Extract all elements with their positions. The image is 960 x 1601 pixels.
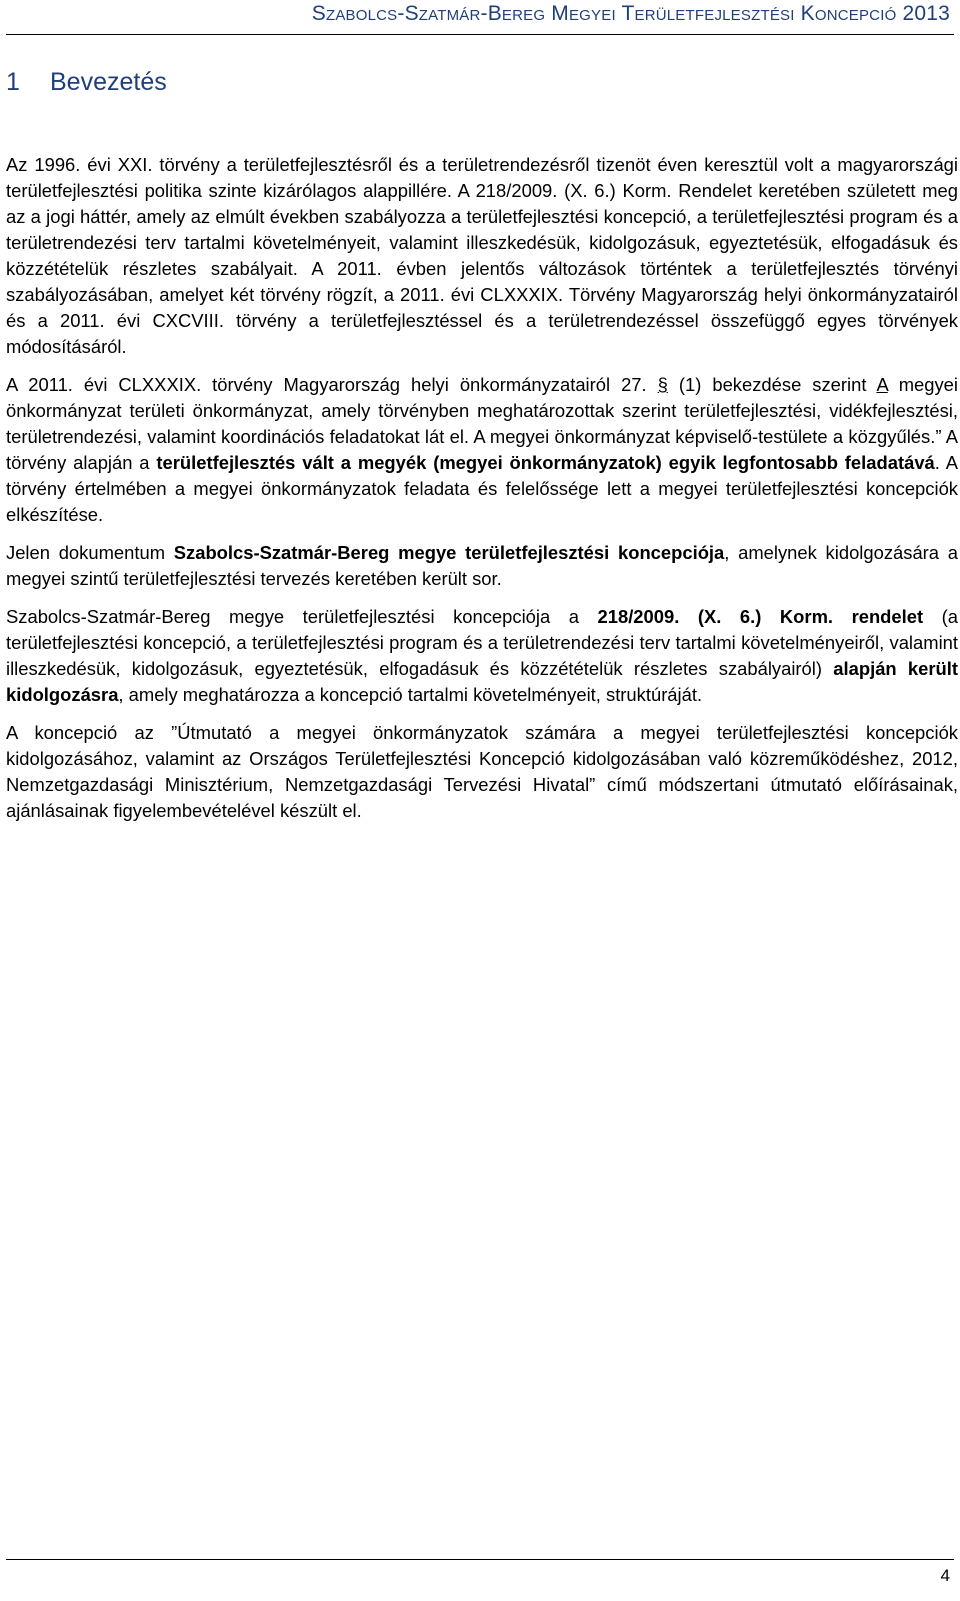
paragraph-text: (1) bekezdése szerint: [667, 374, 877, 395]
paragraph-text: , amely meghatározza a koncepció tartalmi követelményeit, struktúráját.: [118, 684, 703, 705]
paragraph-text: , amelynek kidolgozására a megyei szintű területfejlesztési tervezés keretében került sor.: [6, 542, 958, 589]
section-title: Bevezetés: [50, 68, 167, 96]
underlined-text: A: [876, 374, 888, 395]
paragraph-text: (a területfejlesztési koncepció, a területfejlesztési program és a területrendezési terv tartalmi követelményeiről, valamint illeszkedésük, kidolgozásuk, egyeztetésük, elfogadásuk és közzétételük részletes szabályairól): [6, 606, 958, 679]
paragraph-5: [6, 720, 958, 824]
paragraph-text: A koncepció az ”Útmutató a megyei önkormányzatok számára a megyei területfejlesztési koncepciók kidolgozásához, valamint az Országos Területfejlesztési Koncepció kidolgozásában való közreműködéshez, 2012, Nemzetgazdasági Minisztérium, Nemzetgazdasági Tervezési Hivatal” című módszertani útmutató előírásainak, ajánlásainak figyelembevételével készült el.: [6, 722, 958, 821]
underlined-text: §: [657, 374, 668, 395]
section-number: 1: [6, 68, 20, 96]
bold-text: területfejlesztés vált a megyék (megyei önkormányzatok) egyik legfontosabb feladatává: [156, 452, 935, 473]
footer-divider: [6, 1559, 954, 1560]
bold-text: Szabolcs-Szatmár-Bereg megye területfejlesztési koncepciója: [173, 542, 725, 563]
paragraph-2: [6, 372, 958, 528]
paragraph-text: . A törvény értelmében a megyei önkormányzatok feladata és felelőssége lett a megyei területfejlesztési koncepciók elkészítése.: [6, 452, 958, 525]
bold-text: alapján került kidolgozásra: [6, 658, 959, 705]
paragraph-3: [6, 540, 958, 592]
paragraph-1: [6, 152, 958, 360]
paragraph-text: Jelen dokumentum: [6, 542, 174, 563]
paragraph-text: Szabolcs-Szatmár-Bereg megye területfejlesztési koncepciója a: [6, 606, 598, 627]
section-heading: [6, 68, 167, 97]
bold-text: 218/2009. (X. 6.) Korm. rendelet: [597, 606, 924, 627]
paragraph-text: A 2011. évi CLXXXIX. törvény Magyarország helyi önkormányzatairól 27.: [6, 374, 658, 395]
document-title: Szabolcs-Szatmár-Bereg Megyei Területfejlesztési Koncepció 2013: [311, 2, 950, 25]
body-text: [6, 152, 958, 836]
paragraph-4: [6, 604, 958, 708]
page-number: 4: [940, 1566, 950, 1585]
paragraph-text: megyei önkormányzat területi önkormányzat, amely törvényben meghatározottak szerint területfejlesztési, vidékfejlesztési, területrendezési, valamint koordinációs feladatokat lát el. A megyei önkormányzat képviselő-testülete a közgyűlés.” A törvény alapján a: [6, 374, 958, 473]
page-header: [6, 0, 954, 35]
paragraph-text: Az 1996. évi XXI. törvény a területfejlesztésről és a területrendezésről tizenöt éven keresztül volt a magyarországi területfejlesztési politika szinte kizárólagos alappillére. A 218/2009. (X. 6.) Korm. Rendelet keretében született meg az a jogi háttér, amely az elmúlt években szabályozza a területfejlesztési koncepció, a területfejlesztési program és a területrendezési terv tartalmi követelményeit, valamint illeszkedésük, kidolgozásuk, egyeztetésük, elfogadásuk és közzétételük részletes szabályait. A 2011. évben jelentős változások történtek a területfejlesztés törvényi szabályozásában, amelyet két törvény rögzít, a 2011. évi CLXXXIX. Törvény Magyarország helyi önkormányzatairól és a 2011. évi CXCVIII. törvény a területfejlesztéssel és a területrendezéssel összefüggő egyes törvények módosításáról.: [6, 154, 958, 357]
